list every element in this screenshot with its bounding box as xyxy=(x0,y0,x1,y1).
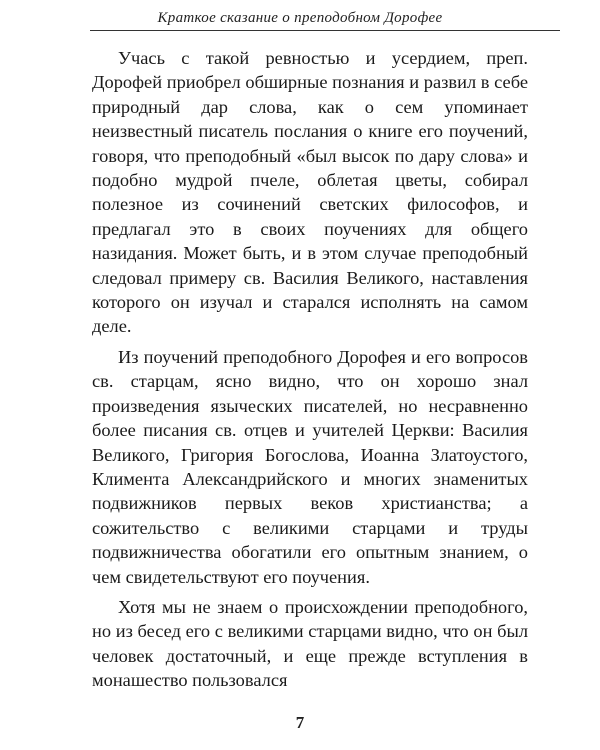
paragraph-3: Хотя мы не знаем о происхождении преподобного, но из бесед его с великими старцами видно, что он был человек достаточный, и еще прежде вступления в монашество пользовался xyxy=(92,596,528,691)
page-number: 7 xyxy=(295,713,305,732)
header-divider xyxy=(90,30,560,31)
paragraph-2: Из поучений преподобного Дорофея и его вопросов св. старцам, ясно видно, что он хорошо знал произведения языческих писателей, но несравненно более писания св. отцев и учителей Церкви: Василия Великого, Григория Богослова, Иоанна Златоустого, Климента Александрийского и многих знаменитых подвижников первых веков христианства; а сожительство с великими старцами и труды подвижничества обогатили его опытным знанием, о чем свидетельствуют его поучения. xyxy=(92,346,528,587)
running-header: Краткое сказание о преподобном Дорофее xyxy=(157,10,443,26)
paragraph-1: Учась с такой ревностью и усердием, преп. Дорофей приобрел обширные познания и развил в себе природный дар слова, как о сем упоминает неизвестный писатель послания о книге его поучений, говоря, что преподобный «был высок по дару слова» и подобно мудрой пчеле, облетая цветы, собирал полезное из сочинений светских философов, и предлагал это в своих поучениях для общего назидания. Может быть, и в этом случае преподобный следовал примеру св. Василия Великого, наставления которого он изучал и старался исполнять на самом деле. xyxy=(92,48,528,337)
page-text-body xyxy=(92,46,528,699)
